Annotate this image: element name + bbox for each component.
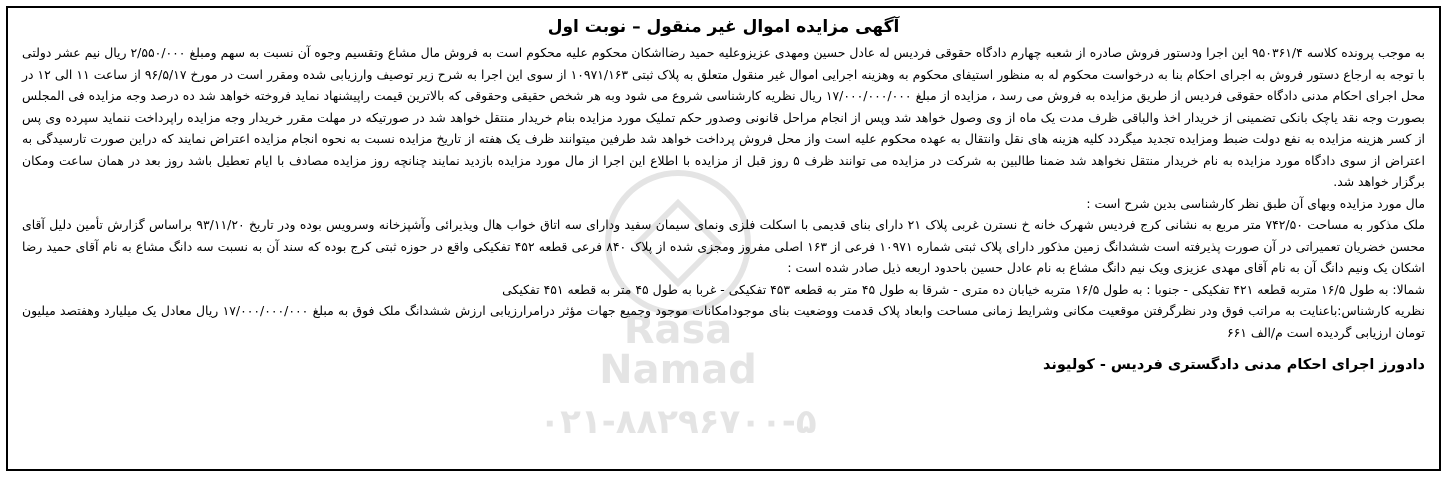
- watermark-brand-top: Rasa: [623, 307, 733, 353]
- notice-paragraph-main: به موجب پرونده کلاسه ۹۵۰۳۶۱/۴ این اجرا ودستور فروش صادره از شعبه چهارم دادگاه حقوقی فردیس له عادل حسین ومهدی عزیزوعلیه حمید رضااشکان محکوم علیه محکوم است به فروش مال مشاع وتقسیم وجوه آن نسبت به سهم ومبلغ ۲/۵۵۰/۰۰۰ ریال نیم عشر دولتی با توجه به ارجاع دستور فروش به اجرای احکام بنا به درخواست محکوم له به منظور استیفای محکوم به وهزینه اجرایی اموال غیر منقول متعلق به پلاک ثبتی ۱۰۹۷۱/۱۶۳ از سوی این اجرا به شرح زیر توصیف وارزیابی شده ومقرر است در مورخ ۹۶/۵/۱۷ از ساعت ۱۱ الی ۱۲ در محل اجرای احکام مدنی دادگاه حقوقی فردیس از طریق مزایده به فروش می رسد ، مزایده از مبلغ ۱۷/۰۰۰/۰۰۰/۰۰۰ ریال نظریه کارشناسی شروع می شود وبه هر شخص حقیقی وحقوقی که بالاترین قیمت راپیشنهاد نماید فروخته خواهد شد ده درصد وجه مزایده فی المجلس بصورت وجه نقد یاچک بانکی تضمینی از خریدار اخذ والباقی ظرف مدت یک ماه از وی وصول خواهد شد وپس از انجام مراحل قانونی وصدور حکم تملیک مورد مزایده بنام خریدار منتقل خواهد شد در صورتیکه در مهلت مقرر خریدار وجه مزایده راپرداخت ننماید سپرده وی پس از کسر هزینه مزایده به نفع دولت ضبط ومزایده تجدید میگردد کلیه هزینه های نقل وانتقال به عهده محکوم علیه است واز محل فروش پرداخت خواهد شد طرفین میتوانند ظرف یک هفته از تاریخ مزایده نسبت به نحوه انجام مزایده اعتراض نمایند که دراین صورت تارسیدگی به اعتراض از سوی دادگاه مورد مزایده به نام خریدار منتقل نخواهد شد ضمنا طالبین به شرکت در مزایده می توانند ظرف ۵ روز قبل از مزایده با اطلاع این اجرا از مال مورد مزایده بازدید نمایند چنانچه روز مزایده مصادف با ایام تعطیل باشد روز بعد در همان ساعت ومکان برگزار خواهد شد.: [22, 45, 1425, 189]
- notice-signature: دادورز اجرای احکام مدنی دادگستری فردیس - کولیوند: [1043, 357, 1425, 373]
- notice-content: [8, 8, 1439, 377]
- watermark-brand-bottom: Namad: [599, 347, 757, 393]
- notice-paragraph-expert-opinion: نظریه کارشناس:باعنایت به مراتب فوق ودر نظرگرفتن موقعیت مکانی وشرایط زمانی مساحت وابعاد پلاک قدمت ووضعیت بنای موجودامکانات موجود وجمیع جهات مؤثر درامرارزیابی ارزش ششدانگ ملک فوق به مبلغ ۱۷/۰۰۰/۰۰۰/۰۰۰ ریال معادل یک میلیارد وهفتصد میلیون تومان ارزیابی گردیده است م/الف ۶۶۱: [22, 303, 1425, 340]
- notice-paragraph-property-intro: مال مورد مزایده وبهای آن طبق نظر کارشناسی بدین شرح است :: [1086, 195, 1425, 211]
- notice-frame: [6, 6, 1441, 471]
- watermark-phone: ۰۲۱-۸۸۲۹۶۷۰۰-۵: [539, 402, 817, 442]
- notice-title: آگهی مزایده اموال غیر منقول – نوبت اول: [547, 17, 900, 37]
- notice-paragraph-property-description: ملک مذکور به مساحت ۷۴۲/۵۰ متر مربع به نشانی کرج فردیس شهرک خانه خ نسترن غربی پلاک ۲۱ دارای بنای قدیمی با اسکلت فلزی ونمای سیمان سفید ودارای سه اتاق خواب هال ویذیرائی وآشپزخانه وسرویس بوده ودر تاریخ ۹۳/۱۱/۲۰ براساس گزارش تأمین دلیل آقای محسن خضریان تعمیراتی در آن صورت پذیرفته است ششدانگ زمین مذکور دارای پلاک ثبتی شماره ۱۰۹۷۱ فرعی از ۱۶۳ اصلی مفروز ومجزی شده از پلاک ۸۴۰ فرعی قطعه ۴۵۲ تفکیکی واقع در حوزه ثبتی کرج بوده که سند آن به نسبت سه دانگ مشاع به نام آقای حمید رضا اشکان یک ونیم دانگ آن به نام آقای مهدی عزیزی ویک نیم دانگ مشاع به نام عادل حسین باحدود اربعه ذیل صادر شده است :: [22, 217, 1425, 275]
- notice-paragraph-boundaries: شمالا: به طول ۱۶/۵ متربه قطعه ۴۲۱ تفکیکی - جنوبا : به طول ۱۶/۵ متربه خیابان ده متری - شرقا به طول ۴۵ متر به قطعه ۴۵۳ تفکیکی - غربا به طول ۴۵ متر به قطعه ۴۵۱ تفکیکی: [502, 281, 1425, 297]
